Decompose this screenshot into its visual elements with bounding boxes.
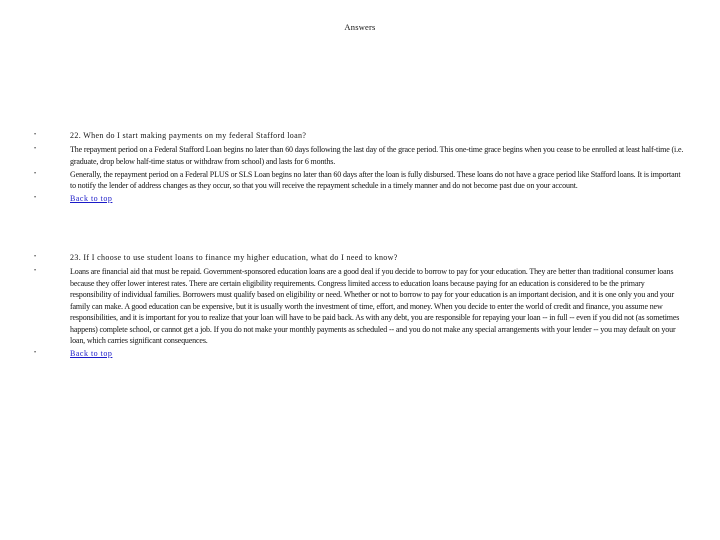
faq-section-22 xyxy=(34,130,684,206)
faq-question-23 xyxy=(34,252,684,264)
back-to-top-link[interactable]: Back to top xyxy=(70,194,113,203)
faq-answer-paragraph xyxy=(34,266,684,347)
bullet-icon: • xyxy=(34,195,37,201)
back-to-top-item xyxy=(34,348,684,360)
back-to-top-link[interactable]: Back to top xyxy=(70,349,113,358)
answer-text: Loans are financial aid that must be repaid. Government-sponsored education loans are a good deal if you decide to borrow to pay for your education. They are better than traditional consumer loans because they offer lower interest rates. There are certain eligibility requirements. Congress limited access to education loans because paying for an education is considered to be the primary responsibility of individual families. Borrowers must qualify based on eligibility or need. Whether or not to borrow to pay for your education is an important decision, and it is one only you and your family can make. A good education can be expensive, but it is usually worth the investment of time, effort, and money. When you decide to enter the world of credit and finance, you assume new responsibilities, and it is important for you to realize that your loan will have to be paid back. As with any debt, you are responsible for repaying your loan -- in full -- even if you did not (as sometimes happens) complete school, or cannot get a job. If you do not make your monthly payments as scheduled -- and you do not make any special arrangements with your lender -- you may default on your loan, which carries significant consequences. xyxy=(70,267,680,345)
faq-question-22 xyxy=(34,130,684,142)
bullet-icon: • xyxy=(34,350,37,356)
faq-answer-paragraph xyxy=(34,169,684,192)
bullet-icon: • xyxy=(34,170,36,177)
back-to-top-item xyxy=(34,193,684,205)
bullet-icon: • xyxy=(34,132,37,138)
answer-text: Generally, the repayment period on a Federal PLUS or SLS Loan begins no later than 60 days after the loan is fully disbursed. These loans do not have a grace period like Stafford loans. It is important to notify the lender of address changes as they occur, so that you will receive the repayment schedule in a timely manner and do not become past due on your account. xyxy=(70,169,681,190)
faq-section-23 xyxy=(34,252,684,361)
page-title: Answers xyxy=(344,22,376,32)
question-text: 23. If I choose to use student loans to finance my higher education, what do I need to know? xyxy=(70,253,398,262)
faq-answer-paragraph xyxy=(34,144,684,167)
question-text: 22. When do I start making payments on my federal Stafford loan? xyxy=(70,131,307,140)
bullet-icon: • xyxy=(34,146,36,152)
answer-text: The repayment period on a Federal Stafford Loan begins no later than 60 days following the last day of the grace period. This one-time grace begins when you cease to be enrolled at least half-time (i.e. graduate, drop below half-time status or withdraw from school) and lasts for 6 months. xyxy=(70,145,684,166)
bullet-icon: • xyxy=(34,268,36,274)
bullet-icon: • xyxy=(34,254,37,260)
